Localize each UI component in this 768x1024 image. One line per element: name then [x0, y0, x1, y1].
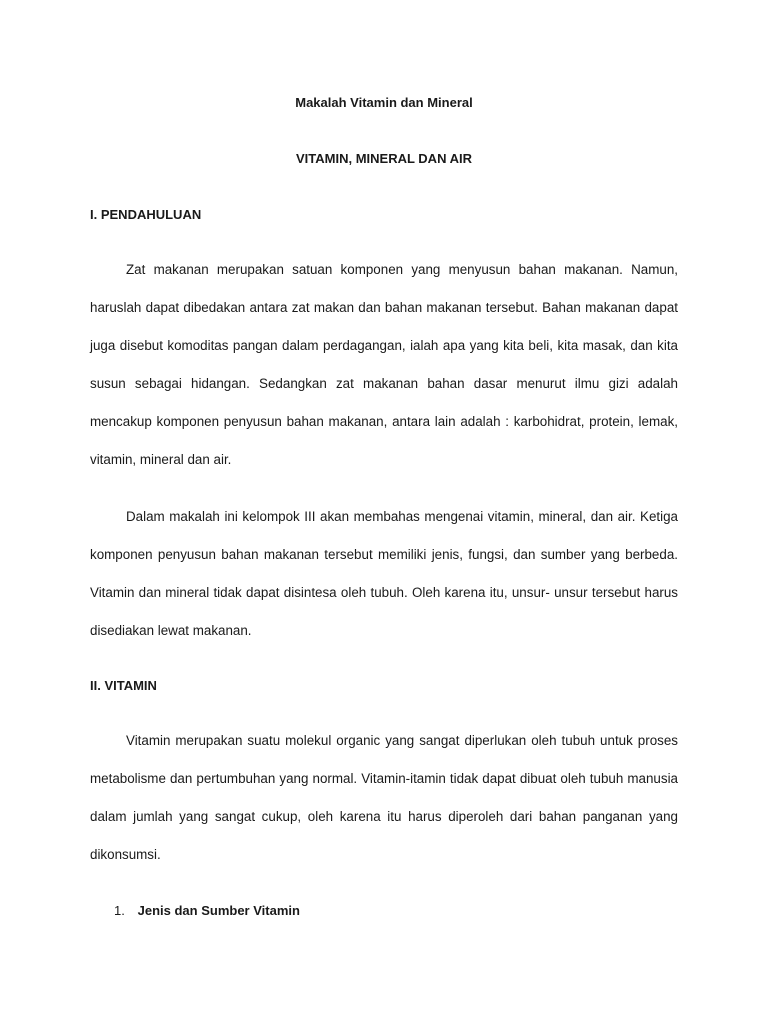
- paragraph-vitamin-1: Vitamin merupakan suatu molekul organic yang sangat diperlukan oleh tubuh untuk proses metabolisme dan pertumbuhan yang normal. Vitamin-itamin tidak dapat dibuat oleh tubuh manusia dalam jumlah yang sangat cukup, oleh karena itu harus diperoleh dari bahan panganan yang dikonsumsi.: [90, 733, 678, 862]
- list-item-jenis-sumber-vitamin: [114, 903, 300, 919]
- document-subtitle: VITAMIN, MINERAL DAN AIR: [296, 151, 472, 166]
- section-heading-vitamin: II. VITAMIN: [90, 678, 157, 693]
- section-heading-pendahuluan: I. PENDAHULUAN: [90, 207, 202, 222]
- paragraph-pendahuluan-2: Dalam makalah ini kelompok III akan membahas mengenai vitamin, mineral, dan air. Ketiga komponen penyusun bahan makanan tersebut memiliki jenis, fungsi, dan sumber yang berbeda. Vitamin dan mineral tidak dapat disintesa oleh tubuh. Oleh karena itu, unsur- unsur tersebut harus disediakan lewat makanan.: [90, 509, 678, 638]
- list-item-label: Jenis dan Sumber Vitamin: [137, 903, 300, 918]
- document-title: Makalah Vitamin dan Mineral: [295, 95, 473, 110]
- list-item-number: 1.: [114, 903, 125, 918]
- paragraph-pendahuluan-1: Zat makanan merupakan satuan komponen yang menyusun bahan makanan. Namun, haruslah dapat dibedakan antara zat makan dan bahan makanan tersebut. Bahan makanan dapat juga disebut komoditas pangan dalam perdagangan, ialah apa yang kita beli, kita masak, dan kita susun sebagai hidangan. Sedangkan zat makanan bahan dasar menurut ilmu gizi adalah mencakup komponen penyusun bahan makanan, antara lain adalah : karbohidrat, protein, lemak, vitamin, mineral dan air.: [90, 262, 678, 467]
